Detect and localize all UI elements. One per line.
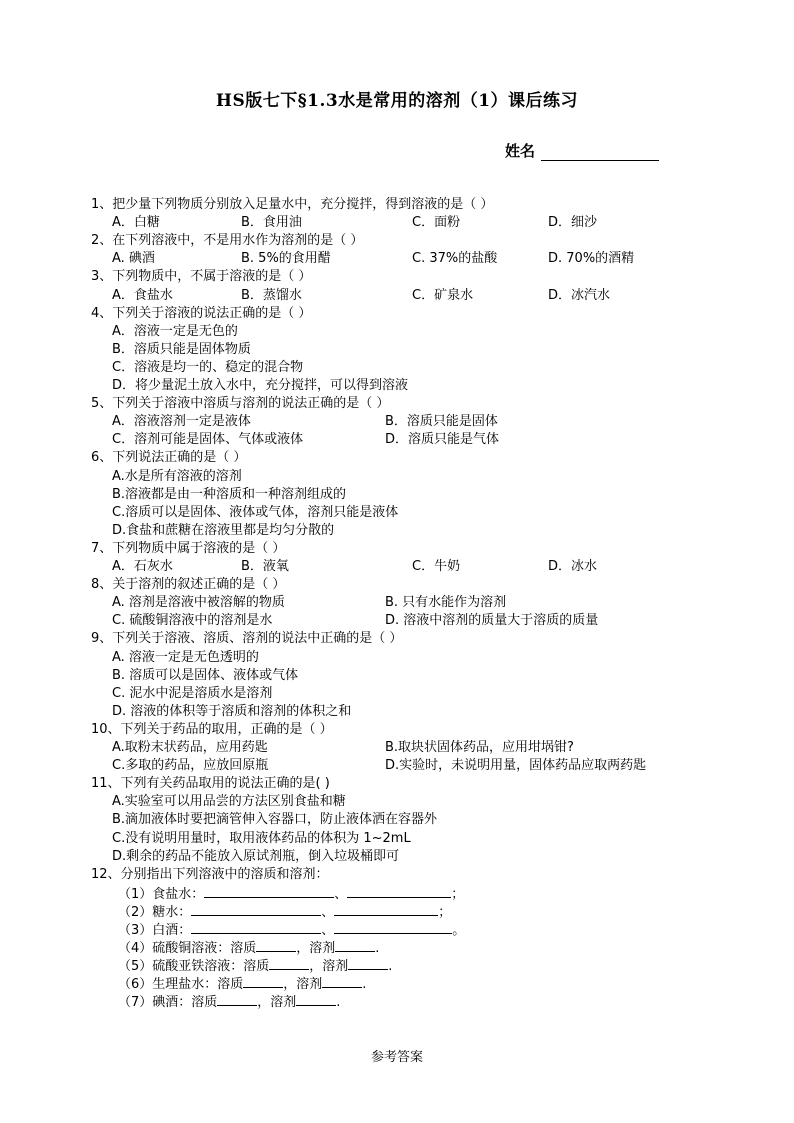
- fill-label: （7）碘酒：溶质: [118, 995, 218, 1011]
- solute-blank[interactable]: [269, 957, 309, 970]
- option: D. 溶液中溶剂的质量大于溶质的质量: [385, 613, 599, 629]
- option: D．冰水: [548, 559, 598, 574]
- option: B. 只有水能作为溶剂: [385, 595, 507, 611]
- option: C．溶液是均一的、稳定的混合物: [112, 359, 304, 375]
- solute-blank[interactable]: [217, 993, 257, 1006]
- question-stem: 5、下列关于溶液中溶质与溶剂的说法正确的是（ ）: [91, 396, 390, 412]
- question-stem: 7、下列物质中属于溶液的是（ ）: [91, 540, 286, 556]
- fill-separator: 、: [334, 886, 348, 902]
- option: B．液氧: [241, 559, 289, 574]
- question-stem: 3、下列物质中，不属于溶液的是（ ）: [91, 269, 312, 285]
- fill-separator: 、: [321, 923, 335, 938]
- option: C．矿泉水: [412, 287, 474, 303]
- option: A.取粉末状药品，应用药匙: [112, 740, 268, 755]
- option: A. 碘酒: [112, 251, 155, 267]
- option: A. 溶液一定是无色透明的: [112, 649, 259, 665]
- fill-separator: ，溶剂: [283, 977, 323, 993]
- solvent-blank[interactable]: [334, 921, 452, 934]
- solute-blank[interactable]: [191, 903, 321, 916]
- fill-item: [118, 921, 465, 939]
- fill-separator: 、: [321, 904, 335, 920]
- fill-end: 。: [452, 923, 466, 938]
- option: C．面粉: [412, 215, 461, 231]
- option: A．白糖: [112, 215, 160, 231]
- fill-end: .: [375, 941, 380, 957]
- solvent-blank[interactable]: [334, 903, 438, 916]
- question-stem: 12、分别指出下列溶液中的溶质和溶剂：: [91, 866, 329, 882]
- fill-separator: ，溶剂: [296, 941, 336, 957]
- question-stem: 6、下列说法正确的是（ ）: [91, 450, 247, 466]
- solvent-blank[interactable]: [348, 957, 388, 970]
- solute-blank[interactable]: [243, 975, 283, 988]
- option: C．牛奶: [412, 559, 461, 574]
- question-stem: 9、下列关于溶液、溶质、溶剂的说法中正确的是（ ）: [91, 631, 403, 647]
- fill-end: .: [336, 995, 341, 1011]
- option: C．溶剂可能是固体、气体或液体: [112, 432, 304, 448]
- fill-item: [118, 993, 340, 1011]
- fill-end: .: [362, 977, 367, 993]
- option: A．溶液溶剂一定是液体: [112, 414, 251, 430]
- option: A．石灰水: [112, 559, 173, 574]
- question-stem: 1、把少量下列物质分别放入足量水中，充分搅拌，得到溶液的是（ ）: [91, 197, 494, 212]
- fill-separator: ，溶剂: [257, 995, 297, 1011]
- fill-label: （6）生理盐水：溶质: [118, 977, 244, 993]
- fill-separator: ，溶剂: [309, 959, 349, 975]
- option: C. 37%的盐酸: [412, 251, 498, 267]
- solute-blank[interactable]: [191, 921, 321, 934]
- solute-blank[interactable]: [256, 939, 296, 952]
- option: C.溶质可以是固体、液体或气体，溶剂只能是液体: [112, 504, 399, 520]
- option: D．将少量泥土放入水中，充分搅拌，可以得到溶液: [112, 378, 409, 393]
- page-title: HS版七下§1.3水是常用的溶剂（1）课后练习: [215, 91, 579, 111]
- option: C. 泥水中泥是溶质水是溶剂: [112, 685, 273, 701]
- fill-item: [118, 957, 392, 975]
- fill-label: （4）硫酸铜溶液：溶质: [118, 941, 257, 957]
- option: A.实验室可以用品尝的方法区别食盐和糖: [112, 794, 346, 810]
- option: A.水是所有溶液的溶剂: [112, 468, 242, 484]
- option: D.实验时，未说明用量，固体药品应取两药匙: [385, 758, 647, 774]
- question-stem: 4、下列关于溶液的说法正确的是（ ）: [91, 305, 312, 321]
- option: B. 溶质可以是固体、液体或气体: [112, 667, 299, 683]
- answer-heading: 参考答案: [370, 1050, 423, 1065]
- solute-blank[interactable]: [204, 885, 334, 898]
- option: C.没有说明用量时，取用液体药品的体积为 1~2mL: [112, 830, 411, 846]
- fill-label: （5）硫酸亚铁溶液：溶质: [118, 959, 270, 975]
- solvent-blank[interactable]: [296, 993, 336, 1006]
- option: C. 硫酸铜溶液中的溶剂是水: [112, 613, 273, 629]
- option: D.剩余的药品不能放入原试剂瓶，倒入垃圾桶即可: [112, 848, 400, 864]
- name-label: 姓名: [505, 142, 536, 160]
- fill-item: [118, 885, 464, 903]
- fill-end: .: [388, 959, 393, 975]
- option: D．细沙: [548, 215, 598, 231]
- option: D．冰汽水: [548, 287, 611, 303]
- fill-end: ；: [438, 904, 452, 920]
- question-stem: 2、在下列溶液中，不是用水作为溶剂的是（ ）: [91, 233, 364, 249]
- option: A. 溶剂是溶液中被溶解的物质: [112, 595, 285, 611]
- option: D. 70%的酒精: [548, 251, 635, 267]
- fill-label: （2）糖水：: [118, 904, 192, 920]
- option: B. 5%的食用醋: [241, 251, 331, 267]
- question-stem: 8、关于溶剂的叙述正确的是（ ）: [91, 577, 286, 593]
- option: B.取块状固体药品，应用坩埚钳?: [385, 740, 574, 755]
- option: B．蒸馏水: [241, 287, 302, 303]
- option: B．食用油: [241, 215, 302, 231]
- question-stem: 10、下列关于药品的取用，正确的是（ ）: [91, 721, 333, 737]
- option: D. 溶液的体积等于溶质和溶剂的体积之和: [112, 703, 352, 719]
- solvent-blank[interactable]: [347, 885, 451, 898]
- option: C.多取的药品，应放回原瓶: [112, 758, 269, 774]
- option: A．溶液一定是无色的: [112, 323, 238, 339]
- question-stem: 11、下列有关药品取用的说法正确的是( ): [91, 776, 330, 792]
- option: D．溶质只能是气体: [385, 432, 500, 448]
- option: B.滴加液体时要把滴管伸入容器口，防止液体洒在容器外: [112, 812, 438, 828]
- option: D.食盐和蔗糖在溶液里都是均匀分散的: [112, 522, 335, 538]
- solvent-blank[interactable]: [335, 939, 375, 952]
- option: B．溶质只能是固体: [385, 414, 498, 430]
- option: B．溶质只能是固体物质: [112, 341, 251, 357]
- fill-label: （1）食盐水：: [118, 886, 205, 902]
- option: A．食盐水: [112, 287, 173, 303]
- fill-item: [118, 939, 379, 957]
- fill-item: [118, 975, 366, 993]
- fill-item: [118, 903, 451, 921]
- option: B.溶液都是由一种溶质和一种溶剂组成的: [112, 486, 347, 502]
- solvent-blank[interactable]: [322, 975, 362, 988]
- fill-end: ；: [451, 886, 465, 902]
- fill-label: （3）白酒：: [118, 923, 192, 938]
